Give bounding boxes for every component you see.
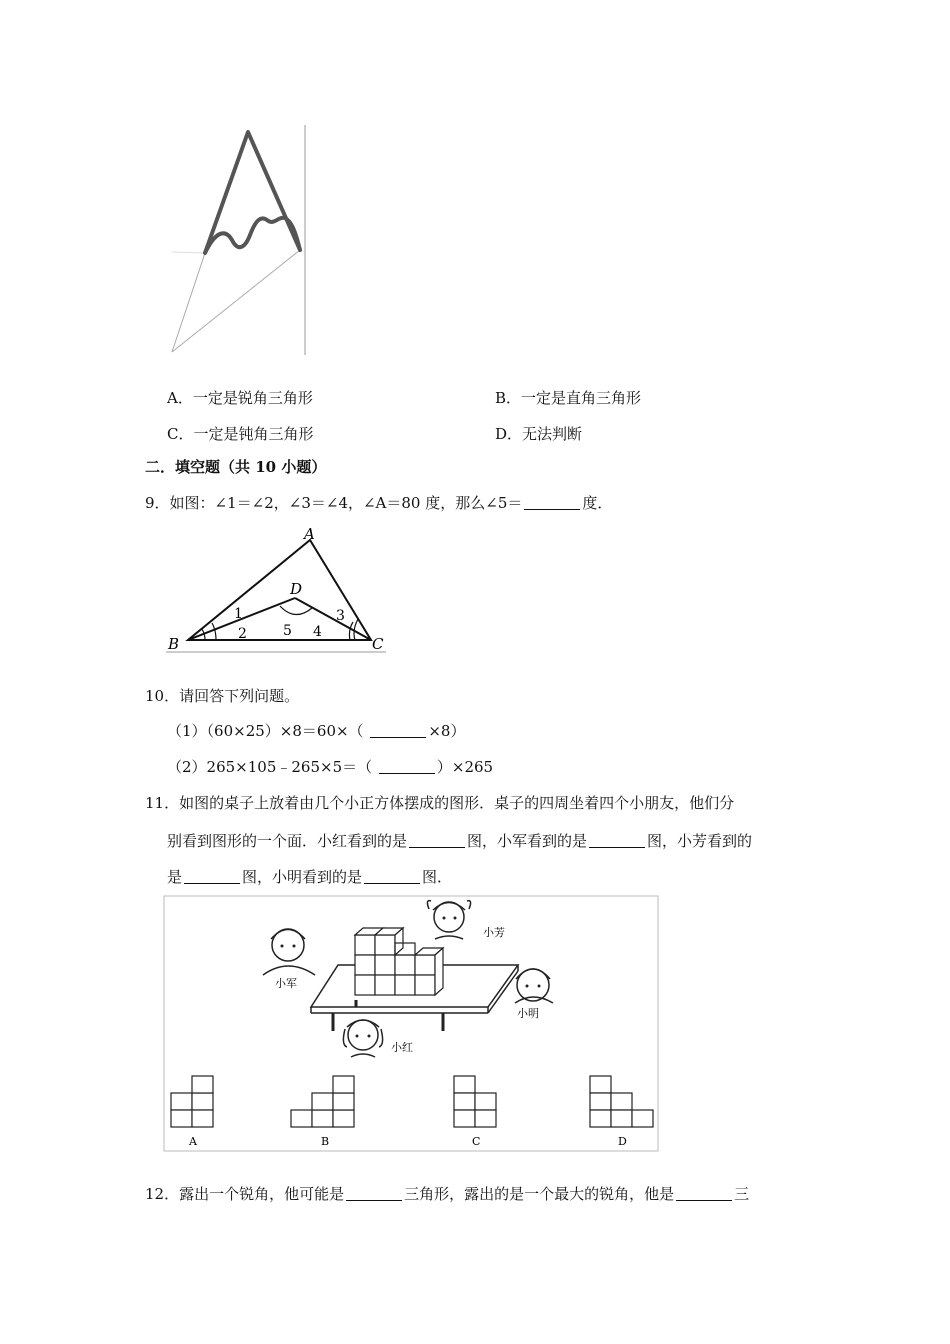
q12-blank-2[interactable] <box>676 1186 732 1201</box>
q10-part-2 <box>167 757 493 777</box>
q11-text-f: 图． <box>422 868 453 886</box>
q9-label-c: C <box>372 635 384 653</box>
q10-p1-suffix: ×8） <box>428 722 466 740</box>
section-2-title: 二．填空题（共 10 小题） <box>145 458 327 476</box>
q11-table-figure <box>163 895 660 1153</box>
q12-text-a: 12．露出一个锐角，他可能是 <box>145 1185 345 1203</box>
q8-option-c: C．一定是钝角三角形 <box>167 425 314 443</box>
q9-angle-1: 1 <box>234 606 243 622</box>
q11-label-xiaoming: 小明 <box>517 1007 539 1020</box>
question-12 <box>145 1184 749 1204</box>
q10-p2-suffix: ）×265 <box>436 758 494 776</box>
q11-text-b: 图，小军看到的是 <box>467 832 588 850</box>
q9-label-b: B <box>168 635 180 653</box>
q11-blank-xiaojun[interactable] <box>589 833 645 848</box>
q10-title: 10．请回答下列问题。 <box>145 687 300 705</box>
q8-option-b: B．一定是直角三角形 <box>495 389 642 407</box>
q9-angle-3: 3 <box>336 608 345 624</box>
q9-triangle-figure <box>160 522 392 656</box>
q11-blank-xiaofang[interactable] <box>184 869 240 884</box>
q11-text-d: 是 <box>167 868 183 886</box>
q11-view-d-label: D <box>618 1135 627 1148</box>
q9-answer-blank[interactable] <box>524 495 580 510</box>
q9-angle-4: 4 <box>313 624 322 640</box>
q11-blank-xiaohong[interactable] <box>409 833 465 848</box>
q11-text-e: 图，小明看到的是 <box>242 868 363 886</box>
q9-angle-2: 2 <box>238 626 247 642</box>
q11-line-2 <box>167 831 752 851</box>
q11-label-xiaofang: 小芳 <box>483 926 505 939</box>
q8-triangle-figure <box>160 120 320 360</box>
q12-blank-1[interactable] <box>346 1186 402 1201</box>
q11-text-a: 别看到图形的一个面．小红看到的是 <box>167 832 408 850</box>
q10-p1-blank[interactable] <box>370 723 426 738</box>
q9-label-a: A <box>304 525 315 543</box>
q11-text-c: 图，小芳看到的 <box>647 832 753 850</box>
q11-label-xiaohong: 小红 <box>391 1041 413 1054</box>
q11-blank-xiaoming[interactable] <box>364 869 420 884</box>
q11-view-b-label: B <box>321 1135 330 1148</box>
q11-view-a-label: A <box>189 1135 197 1148</box>
q10-p2-blank[interactable] <box>379 759 435 774</box>
q11-line-3 <box>167 867 452 887</box>
q10-p2-text: （2）265×105﹣265×5＝（ <box>167 758 373 776</box>
q11-label-xiaojun: 小军 <box>275 977 297 990</box>
q10-part-1 <box>167 721 465 741</box>
q9-suffix: 度． <box>582 494 613 512</box>
q9-label-d: D <box>290 580 303 598</box>
question-9 <box>145 493 612 513</box>
q9-angle-5: 5 <box>283 623 292 639</box>
q11-line-1: 11．如图的桌子上放着由几个小正方体摆成的图形．桌子的四周坐着四个小朋友，他们分 <box>145 794 735 812</box>
q8-option-d: D．无法判断 <box>495 425 583 443</box>
q8-option-a: A．一定是锐角三角形 <box>167 389 313 407</box>
q11-view-c-label: C <box>472 1135 481 1148</box>
q9-text: 9．如图：∠1＝∠2，∠3＝∠4，∠A＝80 度，那么∠5＝ <box>145 494 523 512</box>
q12-text-c: 三 <box>734 1185 750 1203</box>
q10-p1-text: （1）（60×25）×8＝60×（ <box>167 722 364 740</box>
q12-text-b: 三角形，露出的是一个最大的锐角，他是 <box>404 1185 675 1203</box>
